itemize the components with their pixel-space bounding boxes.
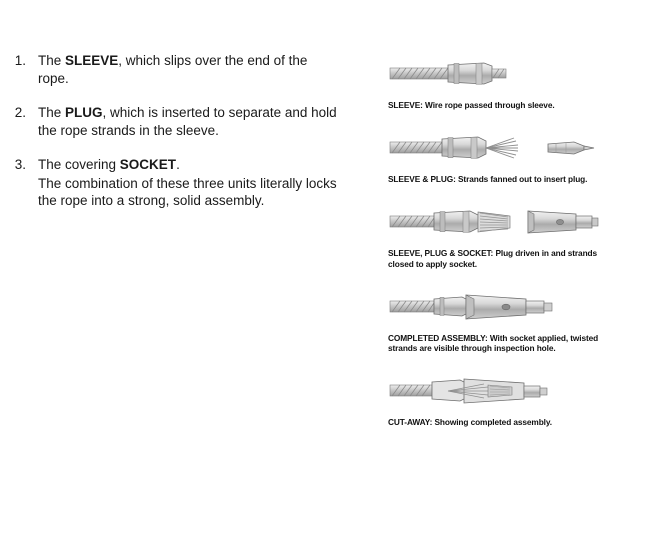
numbered-list <box>0 52 352 227</box>
figure-caption <box>388 333 620 353</box>
figure-label: SLEEVE & PLUG: <box>388 174 456 185</box>
figure-caption-text: With socket applied, twisted strands are visible through inspection hole. <box>388 332 599 354</box>
figure-caption-text: Showing completed assembly. <box>434 417 552 428</box>
list-item-number: 3. <box>14 157 26 172</box>
figure-caption <box>388 100 620 110</box>
figure-label: CUT-AWAY: <box>388 417 433 428</box>
figure-label: COMPLETED ASSEMBLY: <box>388 332 488 343</box>
list-item <box>0 52 352 87</box>
figure-sleeve-plug <box>388 128 638 184</box>
figure-label: SLEEVE: <box>388 100 423 110</box>
sleeve-diagram-icon <box>388 54 628 98</box>
text-run: The covering <box>38 157 120 172</box>
list-item-number: 2. <box>14 105 26 120</box>
cut-away-diagram-icon <box>388 371 628 415</box>
text-run-bold: SLEEVE <box>65 53 119 68</box>
figure-label: SLEEVE, PLUG & SOCKET: <box>388 248 494 259</box>
list-item-number: 1. <box>14 53 26 68</box>
figure-caption-text: Plug driven in and strands closed to apply socket. <box>388 248 598 269</box>
text-run: The <box>38 53 66 68</box>
text-run: The <box>38 105 66 120</box>
text-run: , which slips over the end of the rope. <box>38 53 308 86</box>
completed-assembly-diagram-icon <box>388 287 628 331</box>
figure-caption <box>388 417 620 427</box>
figure-column <box>388 54 638 445</box>
list-item <box>0 156 352 210</box>
completed-assembly-illustration <box>388 287 628 331</box>
text-run: . <box>176 157 180 172</box>
cut-away-illustration <box>388 371 628 415</box>
list-item-extra-text: The combination of these three units literally locks the rope into a strong, solid assembly. <box>38 175 337 208</box>
list-item-text <box>38 104 338 139</box>
figure-completed-assembly <box>388 287 638 353</box>
figure-sleeve-plug-socket <box>388 202 638 268</box>
sleeve-plug-socket-diagram-icon <box>388 202 628 246</box>
sleeve-illustration <box>388 54 628 98</box>
text-run: , which is inserted to separate and hold the rope strands in the sleeve. <box>38 105 337 138</box>
list-item-text <box>38 52 338 87</box>
text-run-bold: SOCKET <box>119 157 177 172</box>
list-item-text <box>38 156 338 210</box>
sleeve-plug-socket-illustration <box>388 202 628 246</box>
figure-caption-text: Strands fanned out to insert plug. <box>457 174 588 185</box>
figure-caption-text: Wire rope passed through sleeve. <box>425 100 555 110</box>
list-item <box>0 104 352 139</box>
figure-sleeve <box>388 54 638 110</box>
sleeve-plug-diagram-icon <box>388 128 628 172</box>
figure-caption <box>388 174 620 184</box>
figure-cut-away <box>388 371 638 427</box>
figure-caption <box>388 248 620 268</box>
text-run-bold: PLUG <box>65 105 103 120</box>
sleeve-plug-illustration <box>388 128 628 172</box>
